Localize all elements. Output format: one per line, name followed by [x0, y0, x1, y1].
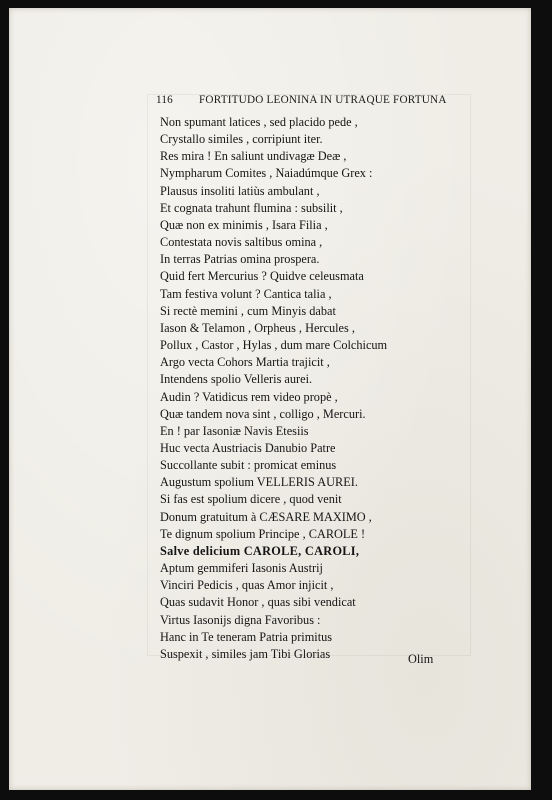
poem-line: Audin ? Vatidicus rem video propè , [160, 389, 338, 404]
poem-line: Succollante subit : promicat eminus [160, 458, 337, 473]
poem-line: Crystallo similes , corripiunt iter. [160, 132, 323, 147]
poem-line: Huc vecta Austriacis Danubio Patre [160, 440, 336, 455]
poem-line: Si fas est spolium dicere , quod venit [160, 492, 342, 507]
poem-line: Argo vecta Cohors Martia trajicit , [160, 355, 330, 370]
page-number: 116 [156, 94, 173, 106]
poem-line: Virtus Iasonijs digna Favoribus : [160, 612, 321, 627]
poem-line: Quid fert Mercurius ? Quidve celeusmata [160, 269, 364, 284]
catchword: Olim [408, 652, 434, 666]
poem-line: Intendens spolio Velleris aurei. [160, 372, 313, 387]
poem-line: Salve delicium CAROLE, CAROLI, [160, 543, 360, 558]
poem-line: Quæ non ex minimis , Isara Filia , [160, 217, 328, 232]
poem-line: Et cognata trahunt flumina : subsilit , [160, 200, 343, 215]
poem-line: Aptum gemmiferi Iasonis Austrij [160, 561, 323, 576]
poem-line: Quas sudavit Honor , quas sibi vendicat [160, 595, 356, 610]
poem-line: Augustum spolium VELLERIS AUREI. [160, 475, 358, 490]
poem-line: Si rectè memini , cum Minyis dabat [160, 303, 336, 318]
poem-line: Nympharum Comites , Naiadúmque Grex : [160, 166, 373, 181]
poem-text [160, 114, 450, 663]
poem-line: Non spumant latices , sed placido pede , [160, 115, 358, 129]
poem-line: Tam festiva volunt ? Cantica talia , [160, 286, 332, 301]
poem-line: Donum gratuitum à CÆSARE MAXIMO , [160, 509, 372, 524]
poem-line: Pollux , Castor , Hylas , dum mare Colchicum [160, 338, 388, 353]
poem-line: En ! par Iasoniæ Navis Etesiis [160, 423, 309, 438]
running-head-title: FORTITUDO LEONINA IN UTRAQUE FORTUNA [199, 94, 447, 106]
poem-line: Iason & Telamon , Orpheus , Hercules , [160, 320, 355, 335]
poem-line: Contestata novis saltibus omina , [160, 235, 323, 250]
poem-line: In terras Patrias omina prospera. [160, 252, 320, 267]
poem-line: Suspexit , similes jam Tibi Glorias [160, 646, 331, 661]
poem-line: Te dignum spolium Principe , CAROLE ! [160, 526, 366, 541]
poem-line: Hanc in Te teneram Patria primitus [160, 629, 333, 644]
poem-line: Quæ tandem nova sint , colligo , Mercuri. [160, 406, 366, 421]
poem-line: Plausus insoliti latiùs ambulant , [160, 183, 320, 198]
poem-line: Vinciri Pedicis , quas Amor injicit , [160, 578, 334, 593]
running-header [156, 94, 454, 106]
poem-line: Res mira ! En saliunt undivagæ Deæ , [160, 149, 347, 164]
